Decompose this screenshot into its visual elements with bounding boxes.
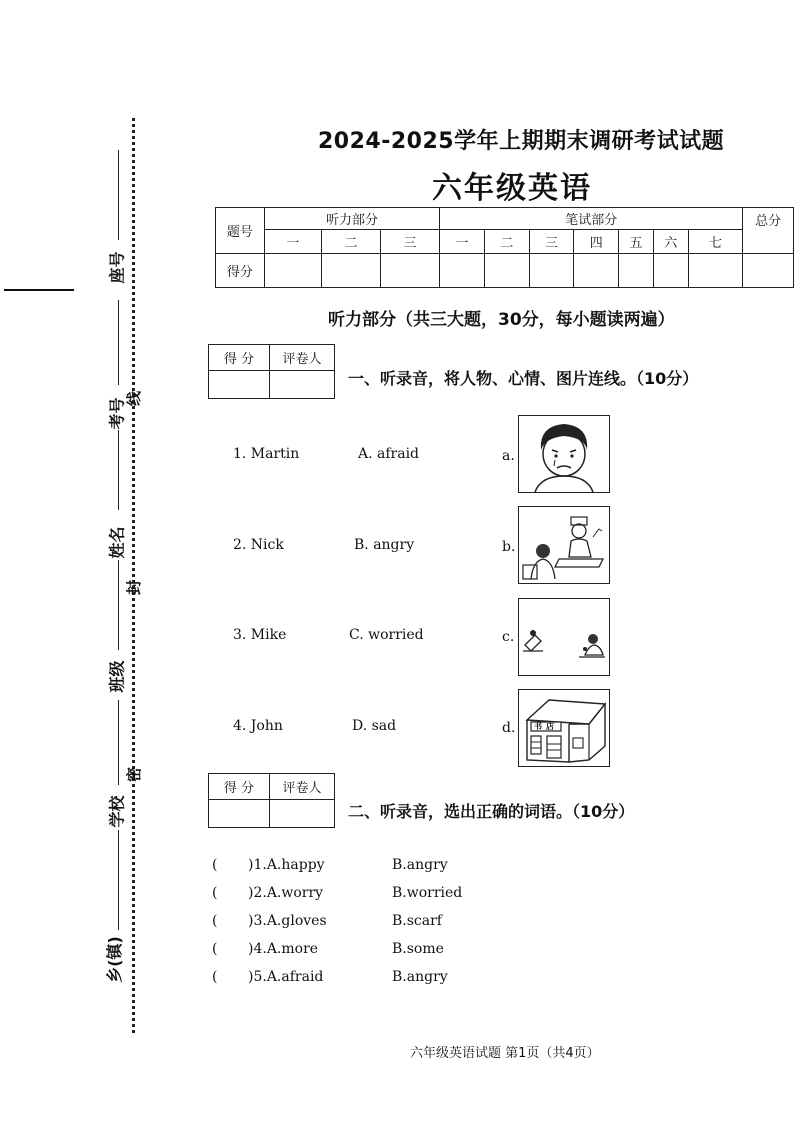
person-item: 2. Nick — [233, 537, 284, 553]
answer-bracket[interactable]: ( — [212, 913, 218, 929]
section2-heading: 二、听录音，选出正确的词语。（10分） — [348, 802, 635, 821]
option-a: )2.A.worry — [248, 885, 324, 901]
option-a: )5.A.afraid — [248, 969, 324, 985]
grader-score-cell[interactable] — [209, 371, 270, 399]
score-cell[interactable] — [574, 254, 619, 288]
grader-box-2 — [208, 773, 335, 828]
writing-col-2: 二 — [485, 230, 530, 254]
score-cell[interactable] — [619, 254, 654, 288]
bookstore-picture — [518, 689, 610, 767]
writing-col-7: 七 — [688, 230, 743, 254]
picture-letter: d. — [502, 720, 516, 736]
mood-item: D. sad — [352, 718, 397, 734]
grader-score-label: 得 分 — [209, 774, 270, 800]
person-item: 3. Mike — [233, 627, 287, 643]
seal-char-seal: 封 — [125, 579, 144, 596]
writing-col-6: 六 — [653, 230, 688, 254]
school-label: 学校 — [107, 795, 127, 828]
writing-col-4: 四 — [574, 230, 619, 254]
person-item: 4. John — [233, 718, 283, 734]
class-label: 班级 — [107, 660, 127, 693]
listening-title: 听力部分（共三大题，30分，每小题读两遍） — [328, 310, 675, 330]
grader-score-cell[interactable] — [209, 800, 270, 828]
grader-box-1 — [208, 344, 335, 399]
bookstore-icon — [519, 690, 609, 766]
writing-header: 笔试部分 — [440, 208, 743, 230]
score-cell[interactable] — [743, 254, 794, 288]
option-b: B.angry — [392, 857, 448, 873]
writing-col-1: 一 — [440, 230, 485, 254]
doctor-scene-picture — [518, 506, 610, 584]
seal-dotted-line — [132, 118, 135, 1033]
exam-subtitle: 六年级英语 — [432, 171, 592, 206]
seal-char-line: 线 — [125, 390, 144, 407]
total-header: 总分 — [743, 208, 794, 254]
grader-reviewer-cell[interactable] — [270, 371, 335, 399]
option-b: B.some — [392, 941, 444, 957]
picture-letter: a. — [502, 448, 515, 464]
score-cell[interactable] — [688, 254, 743, 288]
school-line — [118, 700, 119, 785]
answer-bracket[interactable]: ( — [212, 857, 218, 873]
writing-col-3: 三 — [529, 230, 574, 254]
person-item: 1. Martin — [233, 446, 300, 462]
header-label-cell: 题号 — [216, 208, 265, 254]
option-b: B.worried — [392, 885, 463, 901]
mood-item: B. angry — [354, 537, 415, 553]
exam-title: 2024-2025学年上期期末调研考试试题 — [318, 129, 725, 154]
two-figures-picture — [518, 598, 610, 676]
class-line — [118, 560, 119, 650]
seat-label: 座号 — [107, 251, 127, 284]
answer-bracket[interactable]: ( — [212, 941, 218, 957]
option-b: B.angry — [392, 969, 448, 985]
score-cell[interactable] — [264, 254, 322, 288]
option-b: B.scarf — [392, 913, 442, 929]
option-a: )3.A.gloves — [248, 913, 327, 929]
mood-item: A. afraid — [358, 446, 420, 462]
grader-reviewer-label: 评卷人 — [270, 345, 335, 371]
score-cell[interactable] — [653, 254, 688, 288]
sad-boy-picture — [518, 415, 610, 493]
listening-col-2: 二 — [322, 230, 381, 254]
town-label: 乡(镇) — [104, 936, 124, 983]
listening-col-3: 三 — [380, 230, 440, 254]
section1-heading: 一、听录音，将人物、心情、图片连线。（10分） — [348, 369, 699, 388]
picture-letter: c. — [502, 629, 515, 645]
exam-number-line — [118, 300, 119, 385]
page-footer: 六年级英语试题 第1页（共4页） — [410, 1046, 600, 1061]
exam-number-label: 考号 — [107, 397, 127, 430]
listening-col-1: 一 — [264, 230, 322, 254]
option-a: )1.A.happy — [248, 857, 325, 873]
score-cell[interactable] — [485, 254, 530, 288]
score-cell[interactable] — [529, 254, 574, 288]
town-line — [118, 830, 119, 930]
grader-reviewer-label: 评卷人 — [270, 774, 335, 800]
name-label: 姓名 — [107, 526, 127, 559]
sad-boy-icon — [519, 416, 609, 492]
grader-score-label: 得 分 — [209, 345, 270, 371]
score-cell[interactable] — [440, 254, 485, 288]
stray-mark — [4, 289, 74, 291]
name-line — [118, 430, 119, 510]
mood-item: C. worried — [349, 627, 424, 643]
score-cell[interactable] — [380, 254, 440, 288]
seat-line — [118, 150, 119, 240]
doctor-scene-icon — [519, 507, 609, 583]
picture-letter: b. — [502, 539, 516, 555]
score-table — [215, 207, 794, 288]
score-label-cell: 得分 — [216, 254, 265, 288]
answer-bracket[interactable]: ( — [212, 969, 218, 985]
bookstore-sign: 书店 — [534, 722, 558, 731]
score-cell[interactable] — [322, 254, 381, 288]
seal-char-secret: 密 — [125, 766, 144, 783]
listening-header: 听力部分 — [264, 208, 440, 230]
writing-col-5: 五 — [619, 230, 654, 254]
grader-reviewer-cell[interactable] — [270, 800, 335, 828]
answer-bracket[interactable]: ( — [212, 885, 218, 901]
two-figures-icon — [519, 599, 609, 675]
option-a: )4.A.more — [248, 941, 319, 957]
